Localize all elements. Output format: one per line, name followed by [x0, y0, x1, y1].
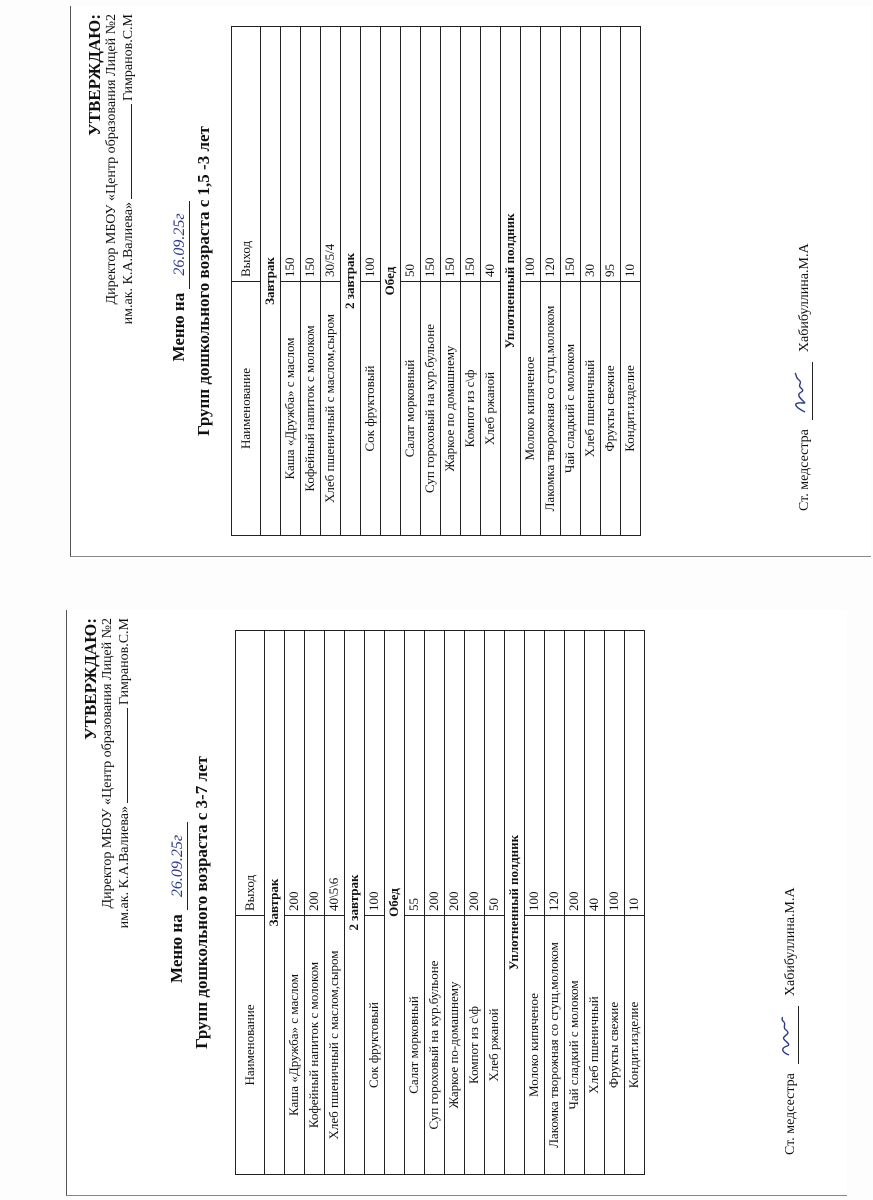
dish-name: Хлеб ржаной	[485, 916, 505, 1175]
dish-name: Хлеб пшеничный	[585, 916, 605, 1175]
handwritten-signature-icon	[789, 372, 811, 414]
menu-sheet-toddlers	[70, 6, 871, 557]
table-row	[301, 27, 321, 536]
dish-output: 50	[401, 27, 421, 282]
approve-org: им.ак. К.А.Валиева»	[117, 806, 132, 929]
dish-name: Компот из с\ф	[465, 916, 485, 1175]
table-row	[325, 631, 345, 1175]
section-row	[345, 631, 365, 1175]
dish-output: 150	[461, 27, 481, 282]
dish-output: 150	[441, 27, 461, 282]
signature-role: Ст. медсестра	[783, 1073, 798, 1155]
table-row	[525, 631, 545, 1175]
dish-output: 200	[305, 631, 325, 916]
dish-name: Хлеб пшеничный с маслом,сыром	[325, 916, 345, 1175]
dish-name: Сок фруктовый	[361, 282, 381, 536]
dish-output: 30/5/4	[321, 27, 341, 282]
dish-name: Салат морковный	[405, 916, 425, 1175]
menu-sheet-preschool	[66, 610, 847, 1196]
table-row	[421, 27, 441, 536]
menu-table	[235, 630, 645, 1175]
menu-prefix: Меню на	[167, 914, 186, 983]
section-row	[385, 631, 405, 1175]
approve-name: Гимранов.С.М	[117, 618, 132, 706]
table-row	[605, 631, 625, 1175]
section-row	[341, 27, 361, 536]
table-row	[461, 27, 481, 536]
dish-name: Суп гороховый на кур.бульоне	[421, 282, 441, 536]
table-row	[425, 631, 445, 1175]
section-row	[381, 27, 401, 536]
dish-name: Жаркое по-домашнему	[445, 916, 465, 1175]
table-header-row	[232, 27, 261, 536]
table-row	[601, 27, 621, 536]
dish-name: Сок фруктовый	[365, 916, 385, 1175]
dish-name: Кофейный напиток с молоком	[305, 916, 325, 1175]
dish-output: 150	[301, 27, 321, 282]
dish-output: 50	[485, 631, 505, 916]
dish-name: Хлеб пшеничный с маслом,сыром	[321, 282, 341, 536]
dish-output: 55	[405, 631, 425, 916]
dish-name: Каша «Дружба» с маслом	[281, 282, 301, 536]
menu-date-heading	[169, 6, 190, 556]
dish-name: Салат морковный	[401, 282, 421, 536]
approve-name: Гимранов.С.М	[121, 14, 136, 102]
dish-output: 40\5\6	[325, 631, 345, 916]
dish-output: 100	[605, 631, 625, 916]
menu-prefix: Меню на	[169, 292, 188, 362]
section-title: 2 завтрак	[345, 631, 365, 1175]
dish-output: 100	[525, 631, 545, 916]
table-row	[445, 631, 465, 1175]
signature-name: Хабибуллина.М.А	[797, 243, 812, 353]
dish-output: 100	[521, 27, 541, 282]
dish-output: 30	[581, 27, 601, 282]
approve-blank	[127, 708, 128, 803]
approve-signature-line	[117, 618, 133, 928]
signature-line	[796, 362, 813, 420]
table-row	[285, 631, 305, 1175]
section-title: Завтрак	[265, 631, 285, 1175]
signature-line	[782, 1006, 799, 1064]
dish-name: Кофейный напиток с молоком	[301, 282, 321, 536]
dish-output: 200	[425, 631, 445, 916]
dish-name: Кондит.изделие	[625, 916, 645, 1175]
dish-output: 200	[465, 631, 485, 916]
approve-title: УТВЕРЖДАЮ:	[85, 14, 104, 136]
approve-director: Директор МБОУ «Центр образования Лицей №2	[100, 618, 115, 909]
header-name: Наименование	[232, 282, 261, 536]
section-title: Обед	[385, 631, 405, 1175]
section-title: Завтрак	[261, 27, 281, 536]
dish-output: 100	[365, 631, 385, 916]
table-row	[561, 27, 581, 536]
table-row	[441, 27, 461, 536]
dish-name: Молоко кипяченое	[521, 282, 541, 536]
approve-blank	[131, 104, 132, 199]
table-row	[465, 631, 485, 1175]
menu-date: 26.09.25г	[169, 822, 188, 910]
dish-name: Фрукты свежие	[601, 282, 621, 536]
section-title: 2 завтрак	[341, 27, 361, 536]
table-row	[401, 27, 421, 536]
header-output: Выход	[236, 631, 265, 916]
menu-table	[231, 26, 641, 536]
table-row	[585, 631, 605, 1175]
section-row	[501, 27, 521, 536]
table-header-row	[236, 631, 265, 1175]
signature-name: Хабибуллина.М.А	[783, 887, 798, 997]
table-row	[281, 27, 301, 536]
dish-name: Жаркое по домашнему	[441, 282, 461, 536]
dish-output: 100	[361, 27, 381, 282]
dish-name: Лакомка творожная со сгущ.молоком	[545, 916, 565, 1175]
dish-name: Фрукты свежие	[605, 916, 625, 1175]
dish-output: 150	[421, 27, 441, 282]
section-row	[265, 631, 285, 1175]
table-row	[541, 27, 561, 536]
table-row	[625, 631, 645, 1175]
dish-output: 40	[585, 631, 605, 916]
dish-name: Чай сладкий с молоком	[561, 282, 581, 536]
approve-signature-line	[121, 14, 137, 324]
section-title: Обед	[381, 27, 401, 536]
table-row	[581, 27, 601, 536]
signature-block	[796, 243, 813, 511]
approve-title: УТВЕРЖДАЮ:	[81, 618, 100, 740]
section-title: Уплотненный полдник	[501, 27, 521, 536]
dish-output: 120	[545, 631, 565, 916]
signature-block	[782, 887, 799, 1155]
approve-org: им.ак. К.А.Валиева»	[121, 202, 136, 325]
table-row	[361, 27, 381, 536]
signature-role: Ст. медсестра	[797, 429, 812, 511]
group-title: Групп дошкольного возраста с 3-7 лет	[192, 756, 211, 1049]
table-row	[565, 631, 585, 1175]
table-row	[521, 27, 541, 536]
dish-output: 120	[541, 27, 561, 282]
table-row	[485, 631, 505, 1175]
dish-name: Чай сладкий с молоком	[565, 916, 585, 1175]
menu-date-heading	[167, 610, 188, 1195]
dish-output: 95	[601, 27, 621, 282]
approve-director: Директор МБОУ «Центр образования Лицей №2	[104, 14, 119, 305]
dish-name: Суп гороховый на кур.бульоне	[425, 916, 445, 1175]
dish-output: 200	[445, 631, 465, 916]
menu-date: 26.09.25г	[171, 201, 190, 289]
dish-name: Хлеб ржаной	[481, 282, 501, 536]
dish-name: Компот из с\ф	[461, 282, 481, 536]
section-row	[261, 27, 281, 536]
rotated-page	[67, 610, 847, 1195]
dish-name: Хлеб пшеничный	[581, 282, 601, 536]
header-name: Наименование	[236, 916, 265, 1175]
table-row	[305, 631, 325, 1175]
table-row	[405, 631, 425, 1175]
dish-name: Лакомка творожная со сгущ.молоком	[541, 282, 561, 536]
section-row	[505, 631, 525, 1175]
dish-name: Молоко кипяченое	[525, 916, 545, 1175]
group-title: Групп дошкольного возраста с 1,5 -3 лет	[194, 126, 213, 436]
section-title: Уплотненный полдник	[505, 631, 525, 1175]
table-row	[321, 27, 341, 536]
rotated-page	[71, 6, 871, 556]
handwritten-signature-icon	[775, 1016, 797, 1058]
dish-output: 150	[281, 27, 301, 282]
header-output: Выход	[232, 27, 261, 282]
dish-output: 40	[481, 27, 501, 282]
table-row	[545, 631, 565, 1175]
table-row	[621, 27, 641, 536]
dish-output: 200	[565, 631, 585, 916]
table-row	[365, 631, 385, 1175]
dish-output: 10	[621, 27, 641, 282]
dish-output: 200	[285, 631, 305, 916]
table-row	[481, 27, 501, 536]
dish-name: Кондит.изделие	[621, 282, 641, 536]
dish-output: 10	[625, 631, 645, 916]
dish-output: 150	[561, 27, 581, 282]
dish-name: Каша «Дружба» с маслом	[285, 916, 305, 1175]
